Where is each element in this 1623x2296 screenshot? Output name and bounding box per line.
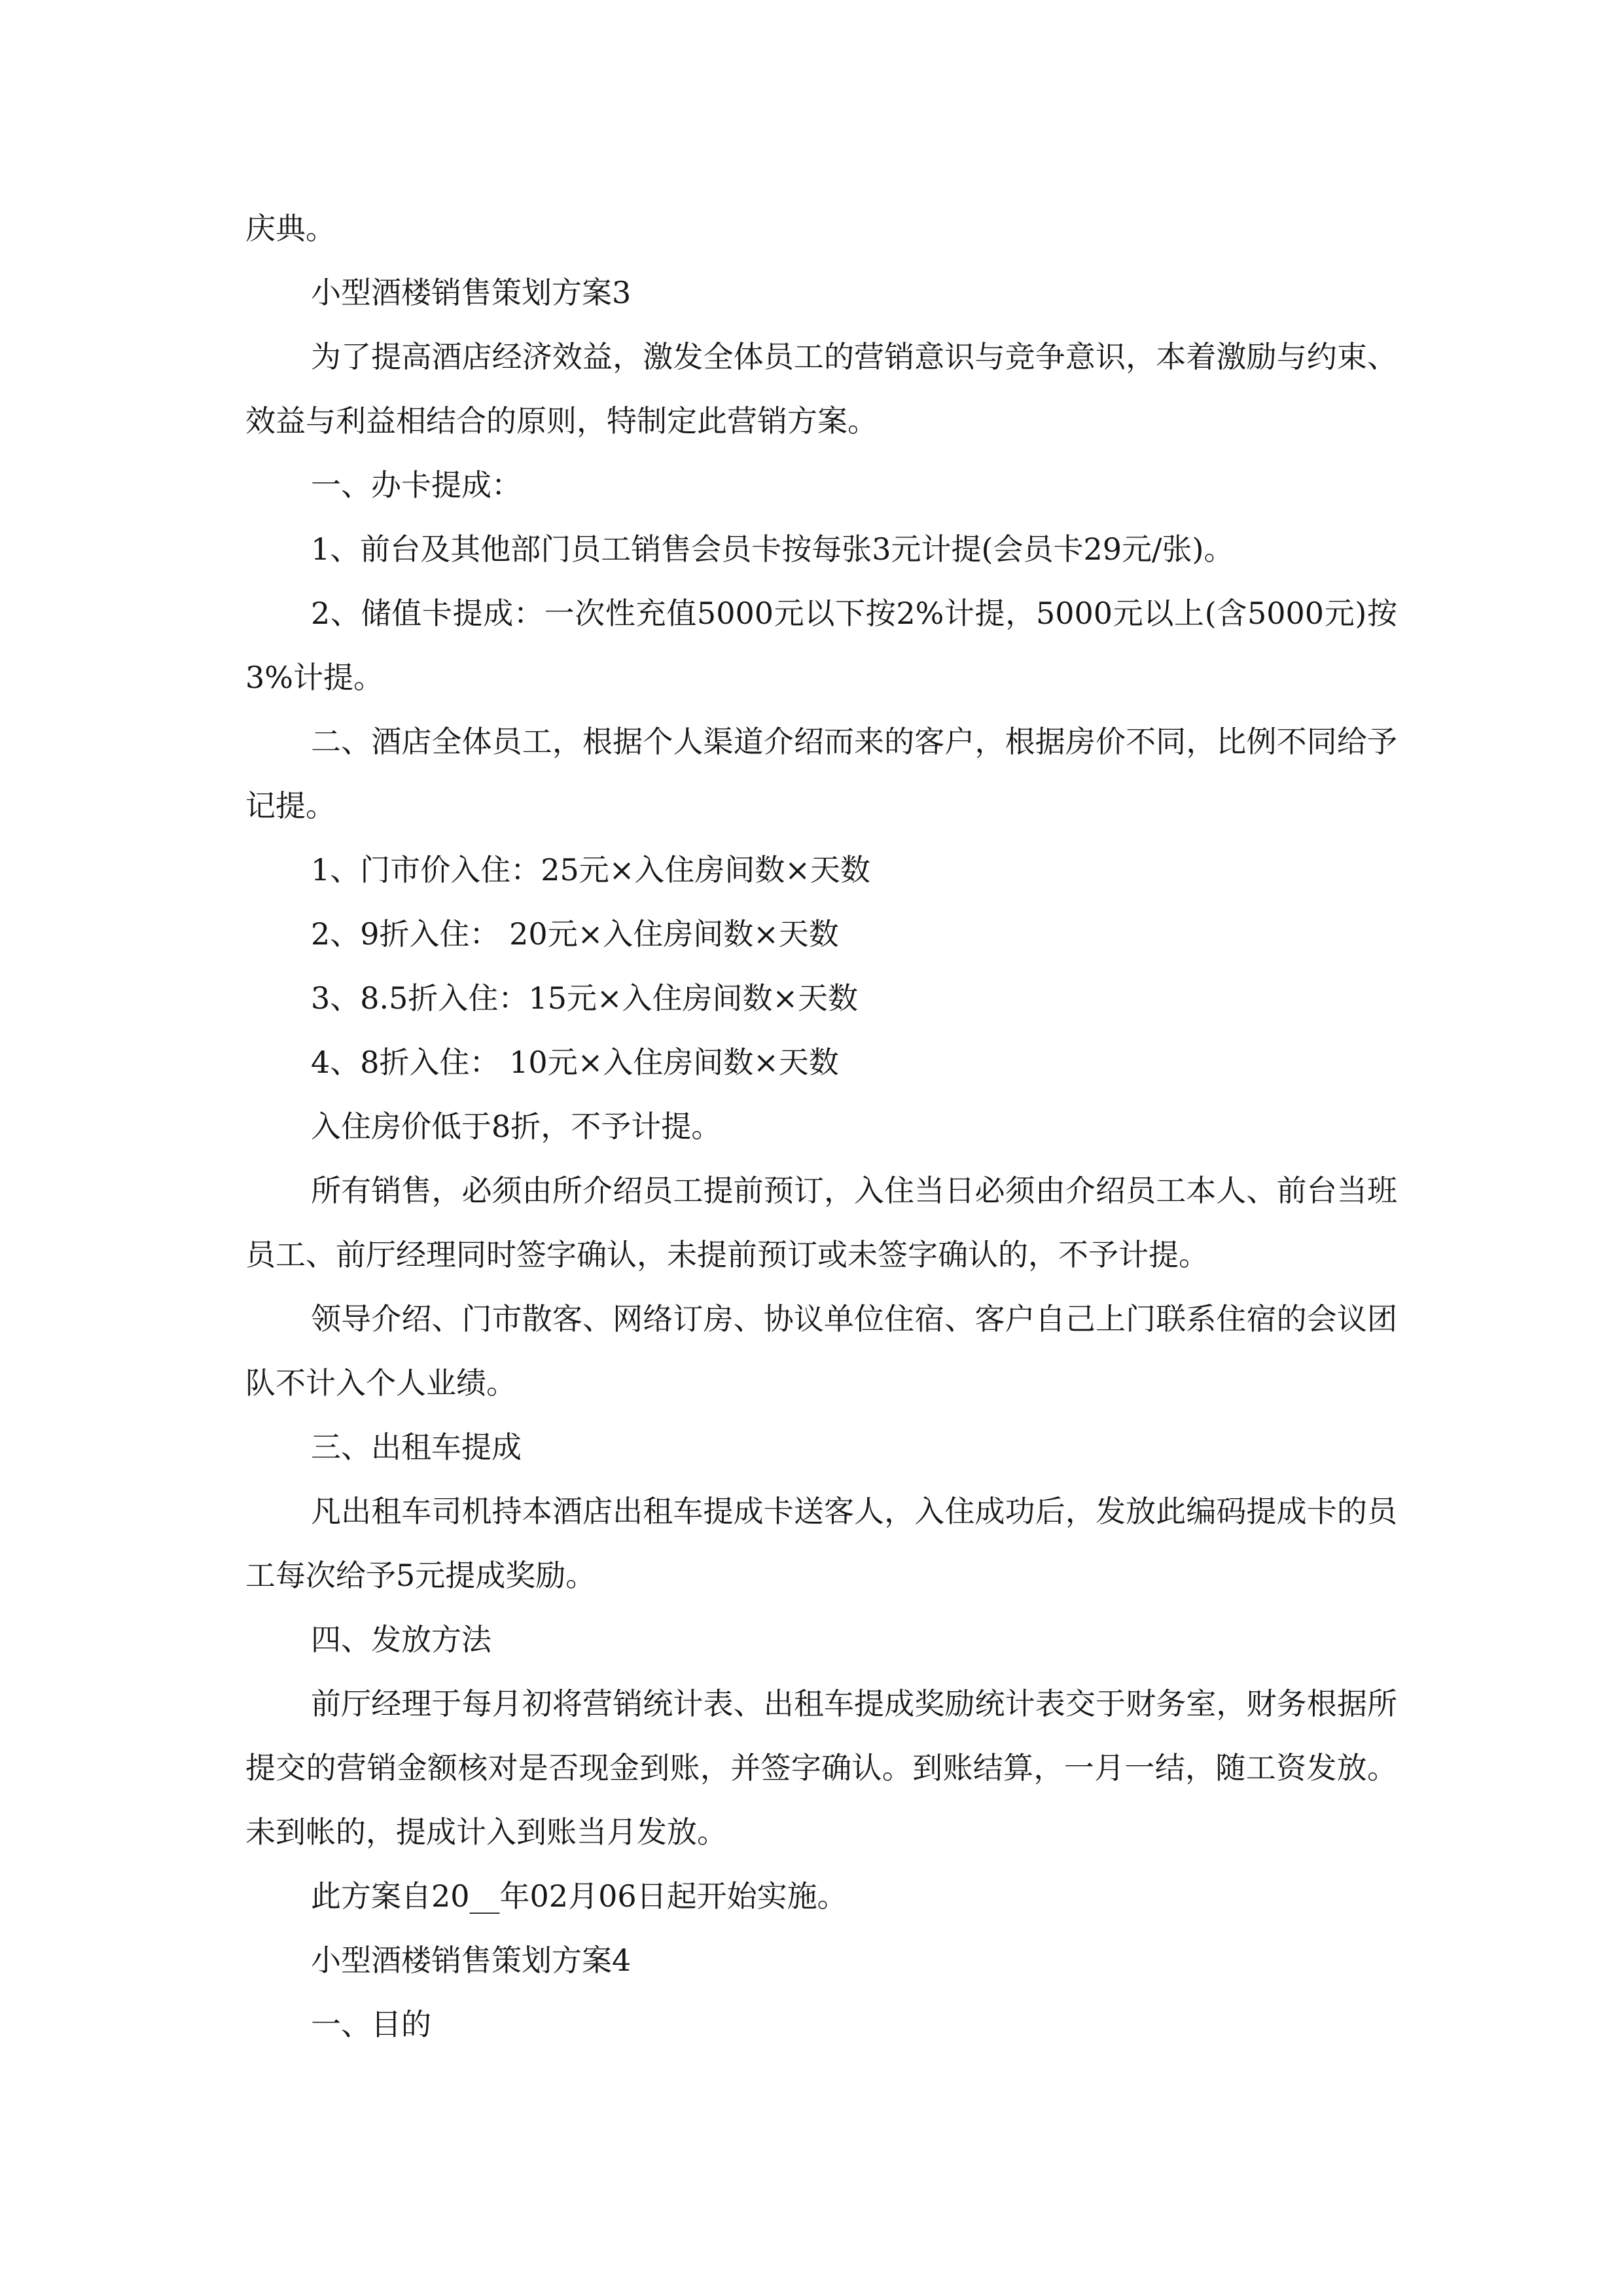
document-body <box>245 196 1397 2056</box>
list-item-stored-value-card: 2、储值卡提成：一次性充值5000元以下按2%计提，5000元以上(含5000元)按3%计提。 <box>245 596 1397 695</box>
section-title-plan-4: 小型酒楼销售策划方案4 <box>311 1943 632 1978</box>
list-item-85-percent: 3、8.5折入住：15元×入住房间数×天数 <box>311 980 859 1016</box>
paragraph-excluded-sources: 领导介绍、门市散客、网络订房、协议单位住宿、客户自己上门联系住宿的会议团队不计入个人业绩。 <box>245 1301 1397 1401</box>
paragraph-below-80-percent: 入住房价低于8折，不予计提。 <box>311 1109 722 1144</box>
paragraph-closing-celebration: 庆典。 <box>245 211 336 246</box>
paragraph-booking-rules: 所有销售，必须由所介绍员工提前预订，入住当日必须由介绍员工本人、前台当班员工、前厅经理同时签字确认，未提前预订或未签字确认的，不予计提。 <box>245 1173 1397 1272</box>
heading-purpose: 一、目的 <box>311 2007 431 2042</box>
paragraph-taxi-reward: 凡出租车司机持本酒店出租车提成卡送客人，入住成功后，发放此编码提成卡的员工每次给予5元提成奖励。 <box>245 1494 1397 1593</box>
list-item-90-percent: 2、9折入住： 20元×入住房间数×天数 <box>311 916 839 952</box>
paragraph-intro: 为了提高酒店经济效益，激发全体员工的营销意识与竞争意识，本着激励与约束、效益与利益相结合的原则，特制定此营销方案。 <box>245 339 1397 439</box>
list-item-rack-rate: 1、门市价入住：25元×入住房间数×天数 <box>311 852 870 888</box>
heading-payment-method: 四、发放方法 <box>311 1622 491 1657</box>
list-item-member-card: 1、前台及其他部门员工销售会员卡按每张3元计提(会员卡29元/张)。 <box>311 531 1234 567</box>
section-title-plan-3: 小型酒楼销售策划方案3 <box>311 275 632 310</box>
list-item-80-percent: 4、8折入住： 10元×入住房间数×天数 <box>311 1045 839 1080</box>
paragraph-effective-date: 此方案自20__年02月06日起开始实施。 <box>311 1878 847 1914</box>
paragraph-payment-process: 前厅经理于每月初将营销统计表、出租车提成奖励统计表交于财务室，财务根据所提交的营销金额核对是否现金到账，并签字确认。到账结算，一月一结，随工资发放。未到帐的，提成计入到账当月发放。 <box>245 1686 1397 1850</box>
heading-taxi-commission: 三、出租车提成 <box>311 1429 522 1465</box>
heading-staff-referral: 二、酒店全体员工，根据个人渠道介绍而来的客户，根据房价不同，比例不同给予记提。 <box>245 724 1397 823</box>
heading-card-commission: 一、办卡提成： <box>311 467 522 503</box>
